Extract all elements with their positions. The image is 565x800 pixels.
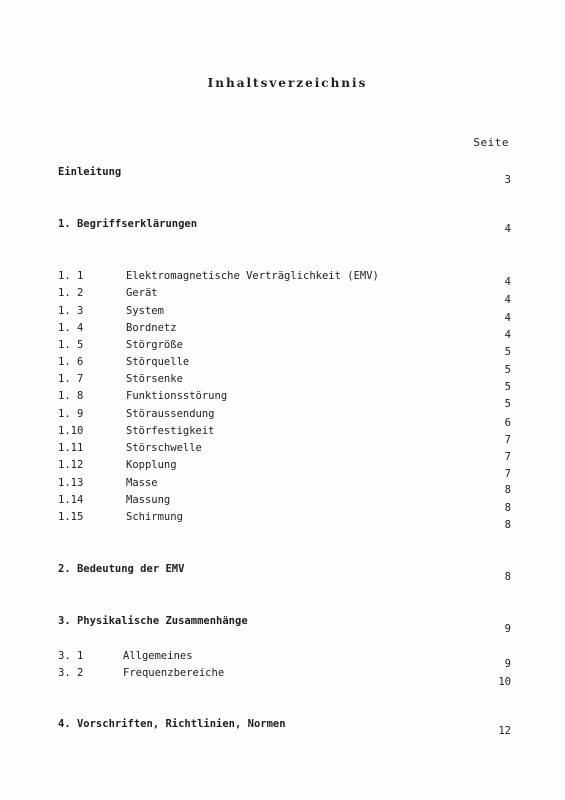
toc-entry-title: Störaussendung bbox=[126, 408, 215, 420]
toc-entry-number: 1.14 bbox=[58, 494, 84, 506]
toc-entry-title: Massung bbox=[126, 494, 171, 506]
toc-section-row bbox=[0, 615, 565, 635]
toc-entry-number: 1. 2 bbox=[58, 287, 84, 299]
toc-entry-page-number: 10 bbox=[498, 676, 511, 688]
toc-entry-title: Störschwelle bbox=[126, 442, 202, 454]
toc-subsection-row bbox=[0, 373, 565, 393]
toc-subsection-row bbox=[0, 287, 565, 306]
toc-entry-number: 1. 3 bbox=[58, 305, 84, 317]
toc-entry-number: 1.12 bbox=[58, 459, 84, 471]
toc-subsection-row bbox=[0, 650, 565, 670]
toc-entry-page-number: 4 bbox=[504, 223, 511, 235]
toc-subsection-row bbox=[0, 322, 565, 341]
toc-subsection-row bbox=[0, 667, 565, 688]
toc-subsection-row bbox=[0, 356, 565, 376]
toc-subsection-row bbox=[0, 511, 565, 531]
toc-entry-page-number: 6 bbox=[504, 417, 511, 429]
toc-entry-title: Frequenzbereiche bbox=[123, 667, 225, 679]
toc-title: Inhaltsverzeichnis bbox=[207, 76, 368, 90]
toc-subsection-row bbox=[0, 477, 565, 496]
toc-entry-number: 1. 1 bbox=[58, 270, 84, 282]
toc-entry-page-number: 7 bbox=[504, 434, 511, 446]
toc-entry-number: 1. 8 bbox=[58, 390, 84, 402]
toc-entry-page-number: 8 bbox=[504, 519, 511, 531]
toc-entry-title: 2. Bedeutung der EMV bbox=[58, 563, 185, 575]
toc-entry-title: Funktionsstörung bbox=[126, 390, 228, 402]
toc-entry-title: Einleitung bbox=[58, 166, 122, 178]
toc-entry-page-number: 8 bbox=[504, 502, 511, 514]
toc-entry-page-number: 12 bbox=[498, 725, 511, 737]
toc-entry-number: 1. 4 bbox=[58, 322, 84, 334]
toc-entry-page-number: 5 bbox=[504, 364, 511, 376]
toc-entry-number: 3. 2 bbox=[58, 667, 84, 679]
toc-subsection-row bbox=[0, 408, 565, 429]
toc-section-row bbox=[0, 218, 565, 234]
toc-entry-page-number: 8 bbox=[504, 571, 511, 583]
toc-entry-title: Gerät bbox=[126, 287, 158, 299]
toc-entry-page-number: 7 bbox=[504, 451, 511, 463]
toc-entry-page-number: 7 bbox=[504, 468, 511, 480]
toc-subsection-row bbox=[0, 390, 565, 410]
toc-entry-title: Elektromagnetische Verträglichkeit (EMV) bbox=[126, 270, 379, 282]
toc-entry-title: Störquelle bbox=[126, 356, 190, 368]
toc-entry-number: 1. 6 bbox=[58, 356, 84, 368]
toc-entry-number: 1.11 bbox=[58, 442, 84, 454]
toc-entry-title: Masse bbox=[126, 477, 158, 489]
toc-entry-page-number: 3 bbox=[504, 174, 511, 186]
toc-entry-page-number: 5 bbox=[504, 381, 511, 393]
toc-entry-title: Kopplung bbox=[126, 459, 177, 471]
toc-entry-title: Bordnetz bbox=[126, 322, 177, 334]
toc-entry-title: Allgemeines bbox=[123, 650, 193, 662]
toc-subsection-row bbox=[0, 494, 565, 514]
toc-subsection-row bbox=[0, 442, 565, 463]
toc-entry-page-number: 5 bbox=[504, 346, 511, 358]
toc-subsection-row bbox=[0, 305, 565, 324]
toc-entry-page-number: 4 bbox=[504, 312, 511, 324]
toc-entry-number: 1.13 bbox=[58, 477, 84, 489]
toc-entry-number: 1. 9 bbox=[58, 408, 84, 420]
toc-entry-page-number: 9 bbox=[504, 658, 511, 670]
toc-section-row bbox=[0, 563, 565, 583]
toc-entry-number: 1. 7 bbox=[58, 373, 84, 385]
toc-subsection-row bbox=[0, 270, 565, 286]
toc-subsection-row bbox=[0, 339, 565, 358]
toc-subsection-row bbox=[0, 425, 565, 446]
toc-entry-title: Störsenke bbox=[126, 373, 183, 385]
toc-section-row bbox=[0, 166, 565, 186]
toc-entry-number: 1.10 bbox=[58, 425, 84, 437]
toc-section-row bbox=[0, 718, 565, 737]
toc-subsection-row bbox=[0, 459, 565, 480]
toc-entry-page-number: 4 bbox=[504, 329, 511, 341]
toc-entry-page-number: 8 bbox=[504, 484, 511, 496]
toc-entry-page-number: 4 bbox=[504, 294, 511, 306]
toc-entry-page-number: 5 bbox=[504, 398, 511, 410]
toc-entry-title: Störfestigkeit bbox=[126, 425, 215, 437]
toc-entry-number: 1. 5 bbox=[58, 339, 84, 351]
toc-entry-title: System bbox=[126, 305, 164, 317]
toc-entry-title: 3. Physikalische Zusammenhänge bbox=[58, 615, 248, 627]
toc-entry-title: 1. Begriffserklärungen bbox=[58, 218, 198, 230]
toc-entry-title: 4. Vorschriften, Richtlinien, Normen bbox=[58, 718, 286, 730]
toc-entry-number: 1.15 bbox=[58, 511, 84, 523]
toc-entry-number: 3. 1 bbox=[58, 650, 84, 662]
toc-entry-title: Schirmung bbox=[126, 511, 183, 523]
page-column-header: Seite bbox=[473, 136, 509, 149]
toc-entry-page-number: 9 bbox=[504, 623, 511, 635]
toc-entry-title: Störgröße bbox=[126, 339, 183, 351]
toc-entry-page-number: 4 bbox=[504, 276, 511, 288]
